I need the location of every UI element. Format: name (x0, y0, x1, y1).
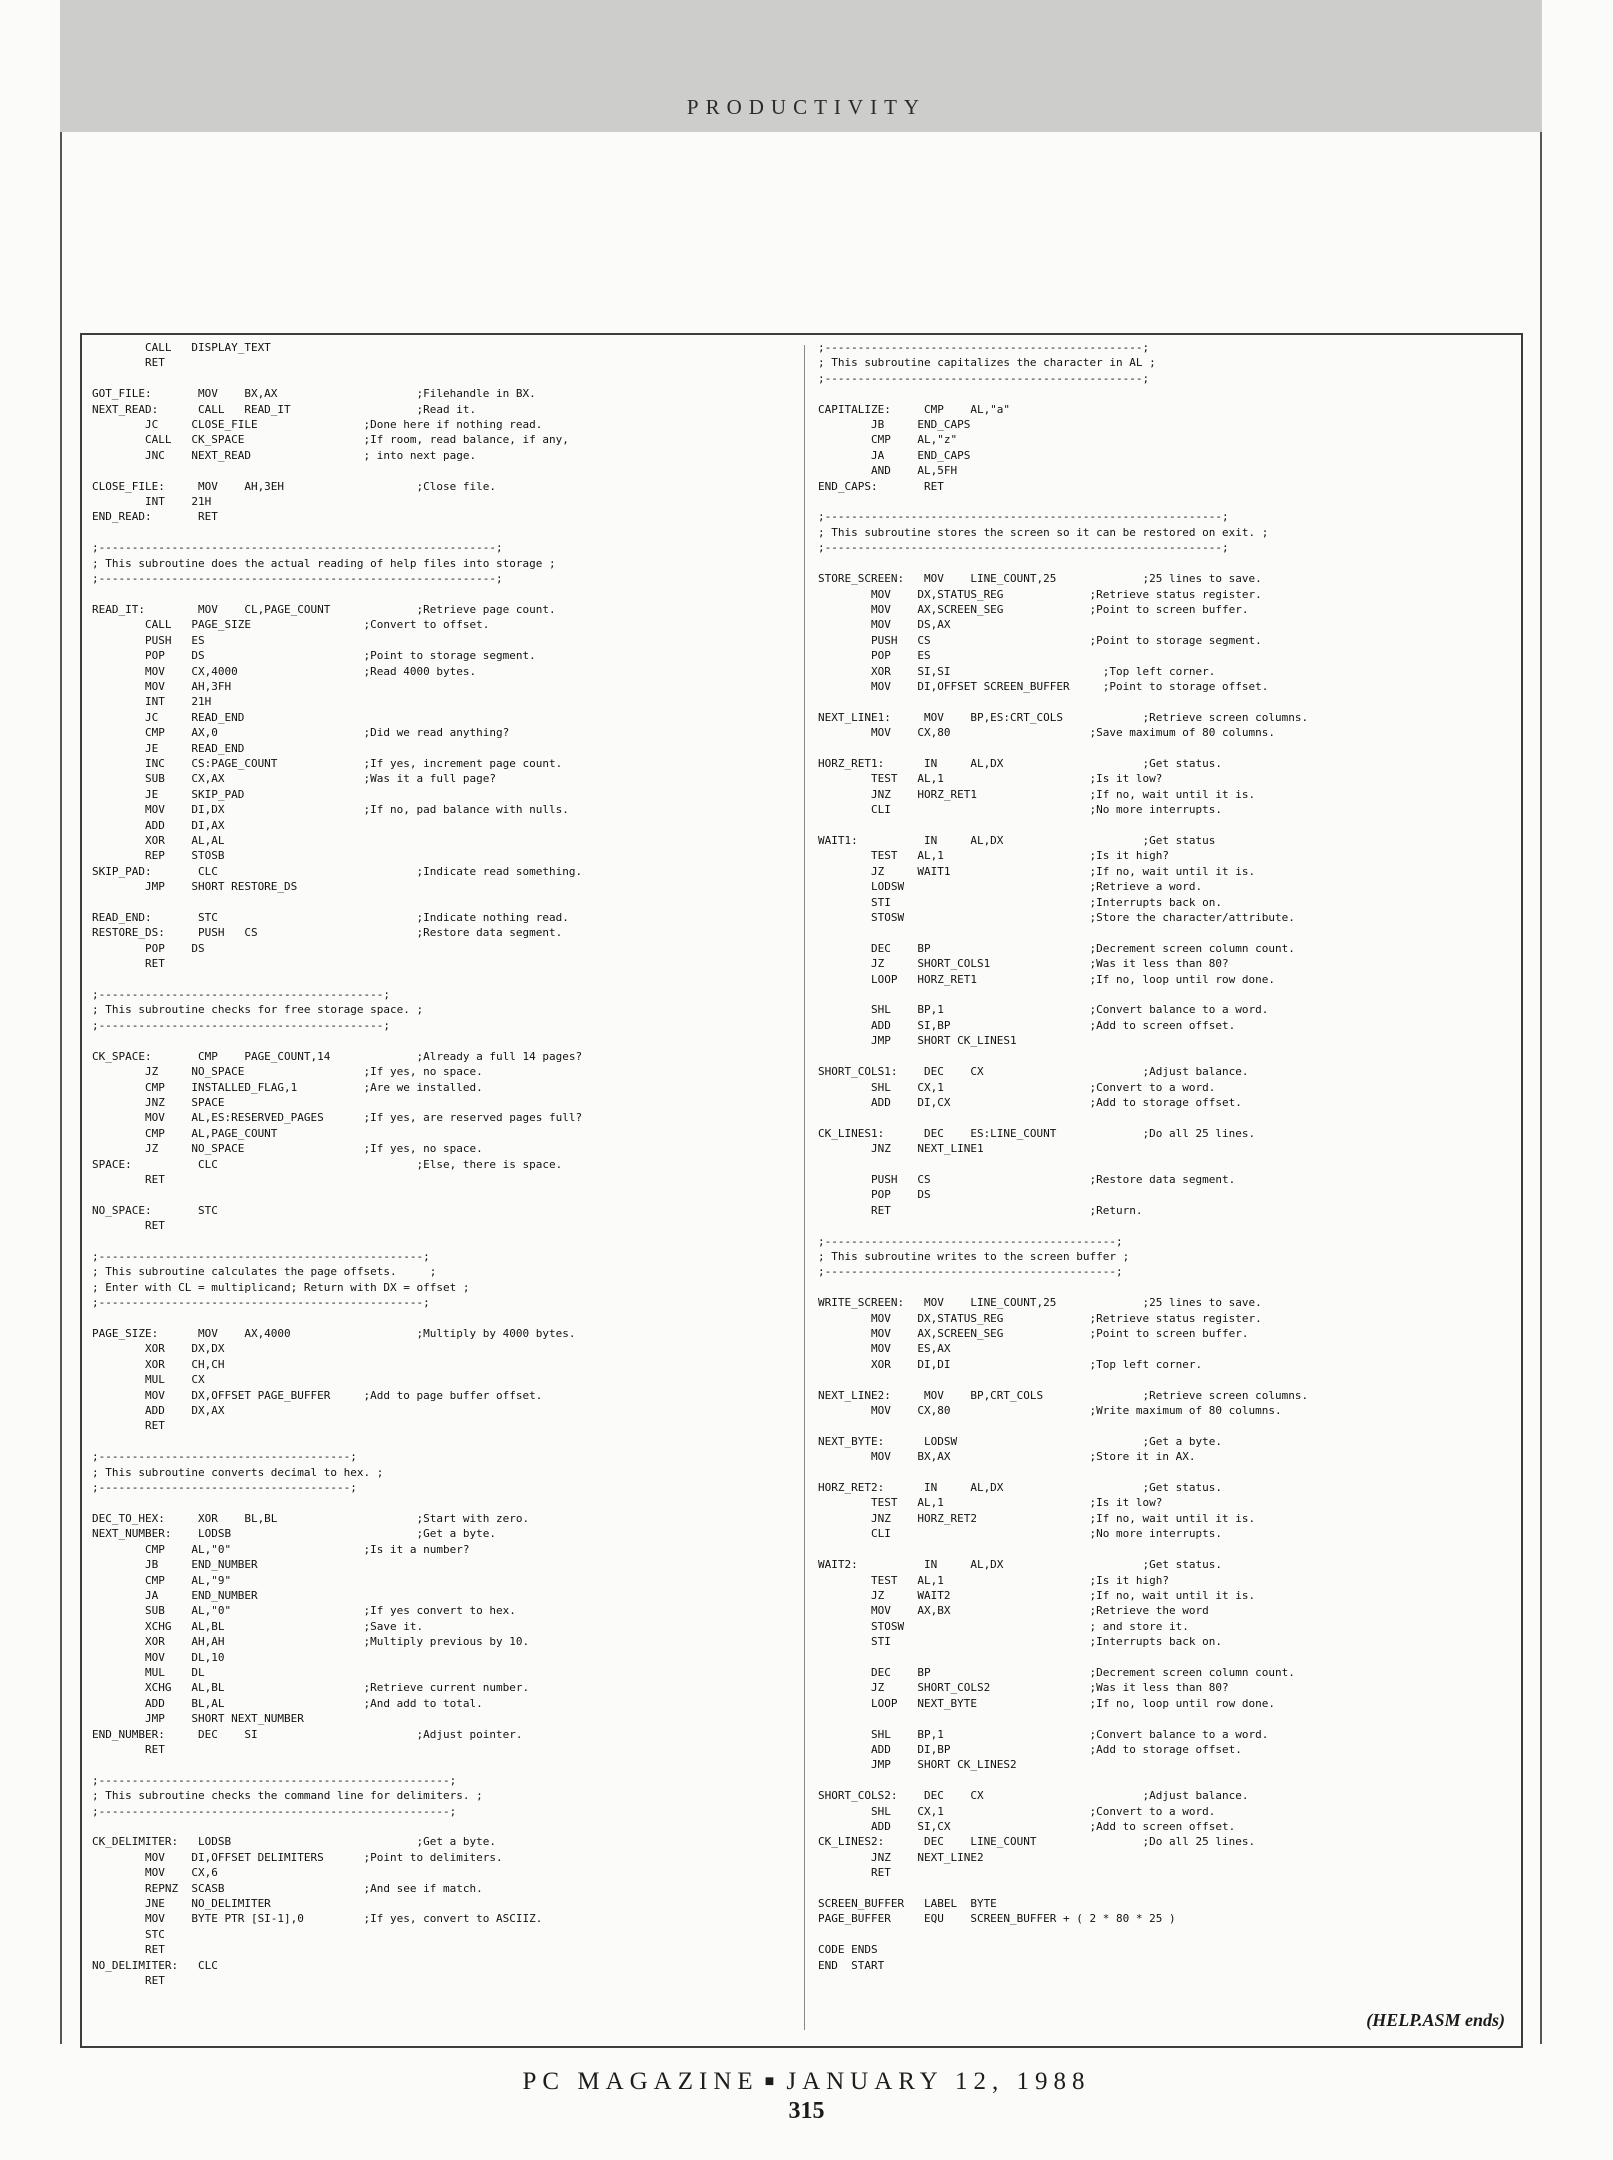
magazine-name: PC MAGAZINE (522, 2068, 759, 2095)
issue-date: JANUARY 12, 1988 (786, 2068, 1091, 2095)
page-number: 315 (788, 2098, 825, 2124)
section-title: PRODUCTIVITY (686, 95, 927, 119)
listing-end-note: (HELP.ASM ends) (1366, 2010, 1505, 2030)
column-divider (804, 345, 805, 2030)
footer (0, 2068, 1613, 2096)
code-listing-right-column: ;------------------------------------------------; ; This subroutine capitalizes the character in AL ; ;------------------------------------------------; CAPITALIZE: CMP AL,"a" JB END_CAPS CMP AL,"z" JA END_CAPS AND AL,5FH END_CAPS: RET ;------------------------------------------------------------; ; This subroutine stores the screen so it can be restored on exit. ; ;------------------------------------------------------------; STORE_SCREEN: MOV LINE_COUNT,25 ;25 lines to save. MOV DX,STATUS_REG ;Retrieve status register. MOV AX,SCREEN_SEG ;Point to screen buffer. MOV DS,AX PUSH CS ;Point to storage segment. POP ES XOR SI,SI ;Top left corner. MOV DI,OFFSET SCREEN_BUFFER ;Point to storage offset. NEXT_LINE1: MOV BP,ES:CRT_COLS ;Retrieve screen columns. MOV CX,80 ;Save maximum of 80 columns. HORZ_RET1: IN AL,DX ;Get status. TEST AL,1 ;Is it low? JNZ HORZ_RET1 ;If no, wait until it is. CLI ;No more interrupts. WAIT1: IN AL,DX ;Get status TEST AL,1 ;Is it high? JZ WAIT1 ;If no, wait until it is. LODSW ;Retrieve a word. STI ;Interrupts back on. STOSW ;Store the character/attribute. DEC BP ;Decrement screen column count. JZ SHORT_COLS1 ;Was it less than 80? LOOP HORZ_RET1 ;If no, loop until row done. SHL BP,1 ;Convert balance to a word. ADD SI,BP ;Add to screen offset. JMP SHORT CK_LINES1 SHORT_COLS1: DEC CX ;Adjust balance. SHL CX,1 ;Convert to a word. ADD DI,CX ;Add to storage offset. CK_LINES1: DEC ES:LINE_COUNT ;Do all 25 lines. JNZ NEXT_LINE1 PUSH CS ;Restore data segment. POP DS RET ;Return. ;--------------------------------------------; ; This subroutine writes to the screen buffer ; ;--------------------------------------------; WRITE_SCREEN: MOV LINE_COUNT,25 ;25 lines to save. MOV DX,STATUS_REG ;Retrieve status register. MOV AX,SCREEN_SEG ;Point to screen buffer. MOV ES,AX XOR DI,DI ;Top left corner. NEXT_LINE2: MOV BP,CRT_COLS ;Retrieve screen columns. MOV CX,80 ;Write maximum of 80 columns. NEXT_BYTE: LODSW ;Get a byte. MOV BX,AX ;Store it in AX. HORZ_RET2: IN AL,DX ;Get status. TEST AL,1 ;Is it low? JNZ HORZ_RET2 ;If no, wait until it is. CLI ;No more interrupts. WAIT2: IN AL,DX ;Get status. TEST AL,1 ;Is it high? JZ WAIT2 ;If no, wait until it is. MOV AX,BX ;Retrieve the word STOSW ; and store it. STI ;Interrupts back on. DEC BP ;Decrement screen column count. JZ SHORT_COLS2 ;Was it less than 80? LOOP NEXT_BYTE ;If no, loop until row done. SHL BP,1 ;Convert balance to a word. ADD DI,BP ;Add to storage offset. JMP SHORT CK_LINES2 SHORT_COLS2: DEC CX ;Adjust balance. SHL CX,1 ;Convert to a word. ADD SI,CX ;Add to screen offset. CK_LINES2: DEC LINE_COUNT ;Do all 25 lines. JNZ NEXT_LINE2 RET SCREEN_BUFFER LABEL BYTE PAGE_BUFFER EQU SCREEN_BUFFER + ( 2 * 80 * 25 ) CODE ENDS END START (818, 341, 1309, 1972)
code-listing-left-column: CALL DISPLAY_TEXT RET GOT_FILE: MOV BX,AX ;Filehandle in BX. NEXT_READ: CALL READ_IT ;Read it. JC CLOSE_FILE ;Done here if nothing read. CALL CK_SPACE ;If room, read balance, if any, JNC NEXT_READ ; into next page. CLOSE_FILE: MOV AH,3EH ;Close file. INT 21H END_READ: RET ;------------------------------------------------------------; ; This subroutine does the actual reading of help files into storage ; ;------------------------------------------------------------; READ_IT: MOV CL,PAGE_COUNT ;Retrieve page count. CALL PAGE_SIZE ;Convert to offset. PUSH ES POP DS ;Point to storage segment. MOV CX,4000 ;Read 4000 bytes. MOV AH,3FH INT 21H JC READ_END CMP AX,0 ;Did we read anything? JE READ_END INC CS:PAGE_COUNT ;If yes, increment page count. SUB CX,AX ;Was it a full page? JE SKIP_PAD MOV DI,DX ;If no, pad balance with nulls. ADD DI,AX XOR AL,AL REP STOSB SKIP_PAD: CLC ;Indicate read something. JMP SHORT RESTORE_DS READ_END: STC ;Indicate nothing read. RESTORE_DS: PUSH CS ;Restore data segment. POP DS RET ;-------------------------------------------; ; This subroutine checks for free storage space. ; ;-------------------------------------------; CK_SPACE: CMP PAGE_COUNT,14 ;Already a full 14 pages? JZ NO_SPACE ;If yes, no space. CMP INSTALLED_FLAG,1 ;Are we installed. JNZ SPACE MOV AL,ES:RESERVED_PAGES ;If yes, are reserved pages full? CMP AL,PAGE_COUNT JZ NO_SPACE ;If yes, no space. SPACE: CLC ;Else, there is space. RET NO_SPACE: STC RET ;-------------------------------------------------; ; This subroutine calculates the page offsets. ; ; Enter with CL = multiplicand; Return with DX = offset ; ;-------------------------------------------------; PAGE_SIZE: MOV AX,4000 ;Multiply by 4000 bytes. XOR DX,DX XOR CH,CH MUL CX MOV DX,OFFSET PAGE_BUFFER ;Add to page buffer offset. ADD DX,AX RET ;--------------------------------------; ; This subroutine converts decimal to hex. ; ;--------------------------------------; DEC_TO_HEX: XOR BL,BL ;Start with zero. NEXT_NUMBER: LODSB ;Get a byte. CMP AL,"0" ;Is it a number? JB END_NUMBER CMP AL,"9" JA END_NUMBER SUB AL,"0" ;If yes convert to hex. XCHG AL,BL ;Save it. XOR AH,AH ;Multiply previous by 10. MOV DL,10 MUL DL XCHG AL,BL ;Retrieve current number. ADD BL,AL ;And add to total. JMP SHORT NEXT_NUMBER END_NUMBER: DEC SI ;Adjust pointer. RET ;-----------------------------------------------------; ; This subroutine checks the command line for delimiters. ; ;-----------------------------------------------------; CK_DELIMITER: LODSB ;Get a byte. MOV DI,OFFSET DELIMITERS ;Point to delimiters. MOV CX,6 REPNZ SCASB ;And see if match. JNE NO_DELIMITER MOV BYTE PTR [SI-1],0 ;If yes, convert to ASCIIZ. STC RET NO_DELIMITER: CLC RET (92, 341, 583, 1988)
separator-bullet: ■ (764, 2073, 781, 2090)
